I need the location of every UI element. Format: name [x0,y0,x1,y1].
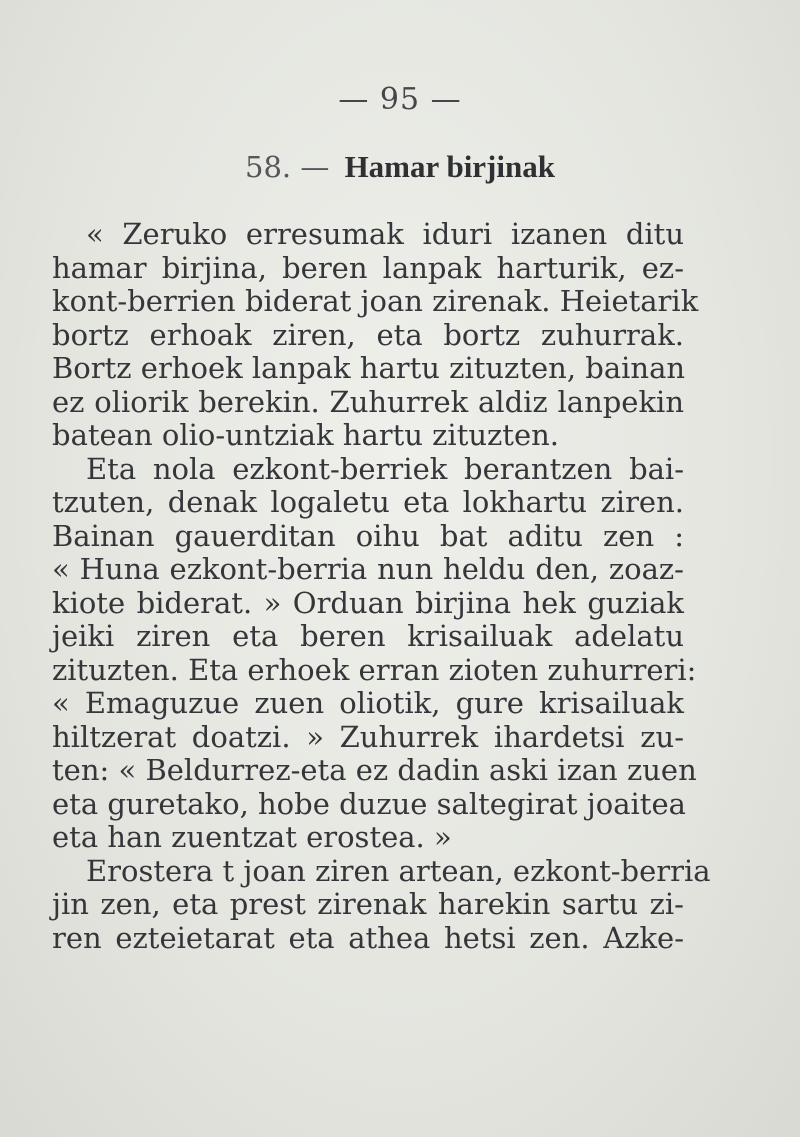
text-line: batean olio-untziak hartu zituzten. [52,418,560,452]
text-line: ez oliorik berekin. Zuhurrek aldiz lanpekin [52,384,684,419]
text-line: hiltzerat doatzi. » Zuhurrek ihardetsi zu- [52,719,684,754]
body-text [52,217,711,955]
text-line: Eta nola ezkont-berriek berantzen bai- [86,451,684,486]
text-line: kont-berrien biderat joan zirenak. Heietarik [52,284,699,318]
text-line: ren ezteietarat eta athea hetsi zen. Azke- [52,920,684,955]
text-line: jeiki ziren eta beren krisailuak adelatu [52,619,684,653]
page-number: — 95 — [338,82,462,117]
text-line: eta guretako, hobe duzue saltegirat joaitea [52,786,686,821]
text-line: tzuten, denak logaletu eta lokhartu ziren. [52,485,684,519]
text-line: bortz erhoak ziren, eta bortz zuhurrak. [52,317,684,352]
text-line: « Emaguzue zuen oliotik, gure krisailuak [52,686,684,720]
text-line: kiote biderat. » Orduan birjina hek guziak [52,585,684,620]
section-title: Hamar birjinak [344,149,555,184]
text-line: zituzten. Eta erhoek erran zioten zuhurreri: [52,652,697,687]
text-line: ten: « Beldurrez-eta ez dadin aski izan zuen [52,753,697,787]
section-number: 58. — [245,150,330,184]
text-line: jin zen, eta prest zirenak harekin sartu zi- [52,887,684,921]
text-line: « Zeruko erresumak iduri izanen ditu [86,217,684,251]
text-line: hamar birjina, beren lanpak harturik, ez- [52,250,684,285]
text-line: « Huna ezkont-berria nun heldu den, zoaz- [52,552,684,586]
text-line: Erostera t joan ziren artean, ezkont-berria [86,853,711,888]
text-line: Bortz erhoek lanpak hartu zituzten, bainan [52,351,686,385]
text-line: eta han zuentzat erostea. » [52,820,452,854]
section-heading [0,149,800,185]
text-line: Bainan gauerditan oihu bat aditu zen : [52,518,684,553]
